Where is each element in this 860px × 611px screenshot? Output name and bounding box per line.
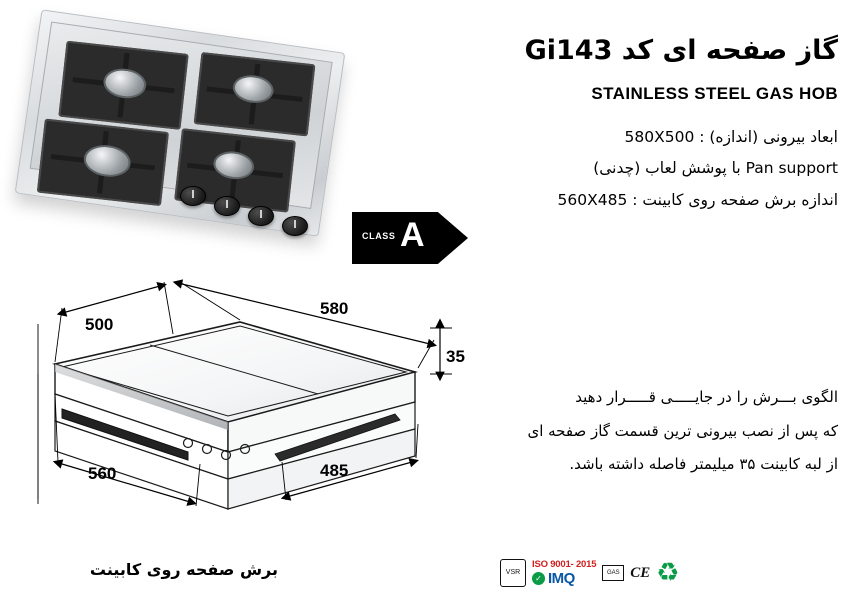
ce-mark-label: CE <box>630 564 651 581</box>
spec-cutout-size: اندازه برش صفحه روی کابینت : 560X485 <box>557 190 838 209</box>
control-knob <box>248 206 274 226</box>
dimension-label-580: 580 <box>320 299 349 318</box>
installation-note <box>470 386 838 487</box>
vsr-mark-icon <box>500 559 526 587</box>
recycle-mark-icon: ♻ <box>656 558 680 588</box>
dimension-label-560: 560 <box>88 464 117 483</box>
install-note-line-1: الگوی بـــرش را در جایـــــی قـــــرار دهید <box>575 388 838 406</box>
energy-class-letter: A <box>400 216 425 254</box>
specification-panel <box>470 36 838 220</box>
control-knob <box>180 186 206 206</box>
certification-logos <box>500 552 710 594</box>
gas-mark-icon <box>602 565 624 581</box>
page-title: گاز صفحه ای کد Gi143 <box>524 35 838 66</box>
spec-pan-support: Pan support با پوشش لعاب (چدنی) <box>593 159 838 178</box>
gas-hob-image <box>8 10 368 250</box>
dimension-35 <box>430 328 465 374</box>
iso-imq-mark-icon <box>532 559 596 587</box>
control-knob <box>214 196 240 216</box>
dimension-label-35: 35 <box>446 347 465 366</box>
product-subtitle: STAINLESS STEEL GAS HOB <box>591 83 838 103</box>
technical-drawing <box>0 264 470 564</box>
control-knob <box>282 216 308 236</box>
gas-mark-label: GAS <box>606 570 620 576</box>
dimension-label-500: 500 <box>85 315 114 334</box>
hob-stainless-plate <box>15 9 346 236</box>
energy-class-badge <box>352 212 468 264</box>
energy-class-word: CLASS <box>362 231 396 241</box>
vsr-mark-label: VSR <box>505 569 521 577</box>
bottom-caption: برش صفحه روی کابینت <box>89 560 278 579</box>
hob-plate-surface <box>30 22 333 209</box>
product-photo <box>0 0 392 260</box>
imq-label: IMQ <box>548 570 575 587</box>
install-note-line-3: از لبه کابینت ۳۵ میلیمتر فاصله داشته باشد. <box>569 455 838 473</box>
spec-external-dimensions: ابعاد بیرونی (اندازه) : 580X500 <box>624 127 838 146</box>
ce-mark-icon <box>630 565 650 582</box>
imq-check-icon: ✓ <box>532 572 545 585</box>
install-note-line-2: که پس از نصب بیرونی ترین قسمت گاز صفحه ای <box>527 421 838 440</box>
iso-label: ISO 9001- 2015 <box>532 559 597 570</box>
dimension-label-485: 485 <box>320 461 349 480</box>
